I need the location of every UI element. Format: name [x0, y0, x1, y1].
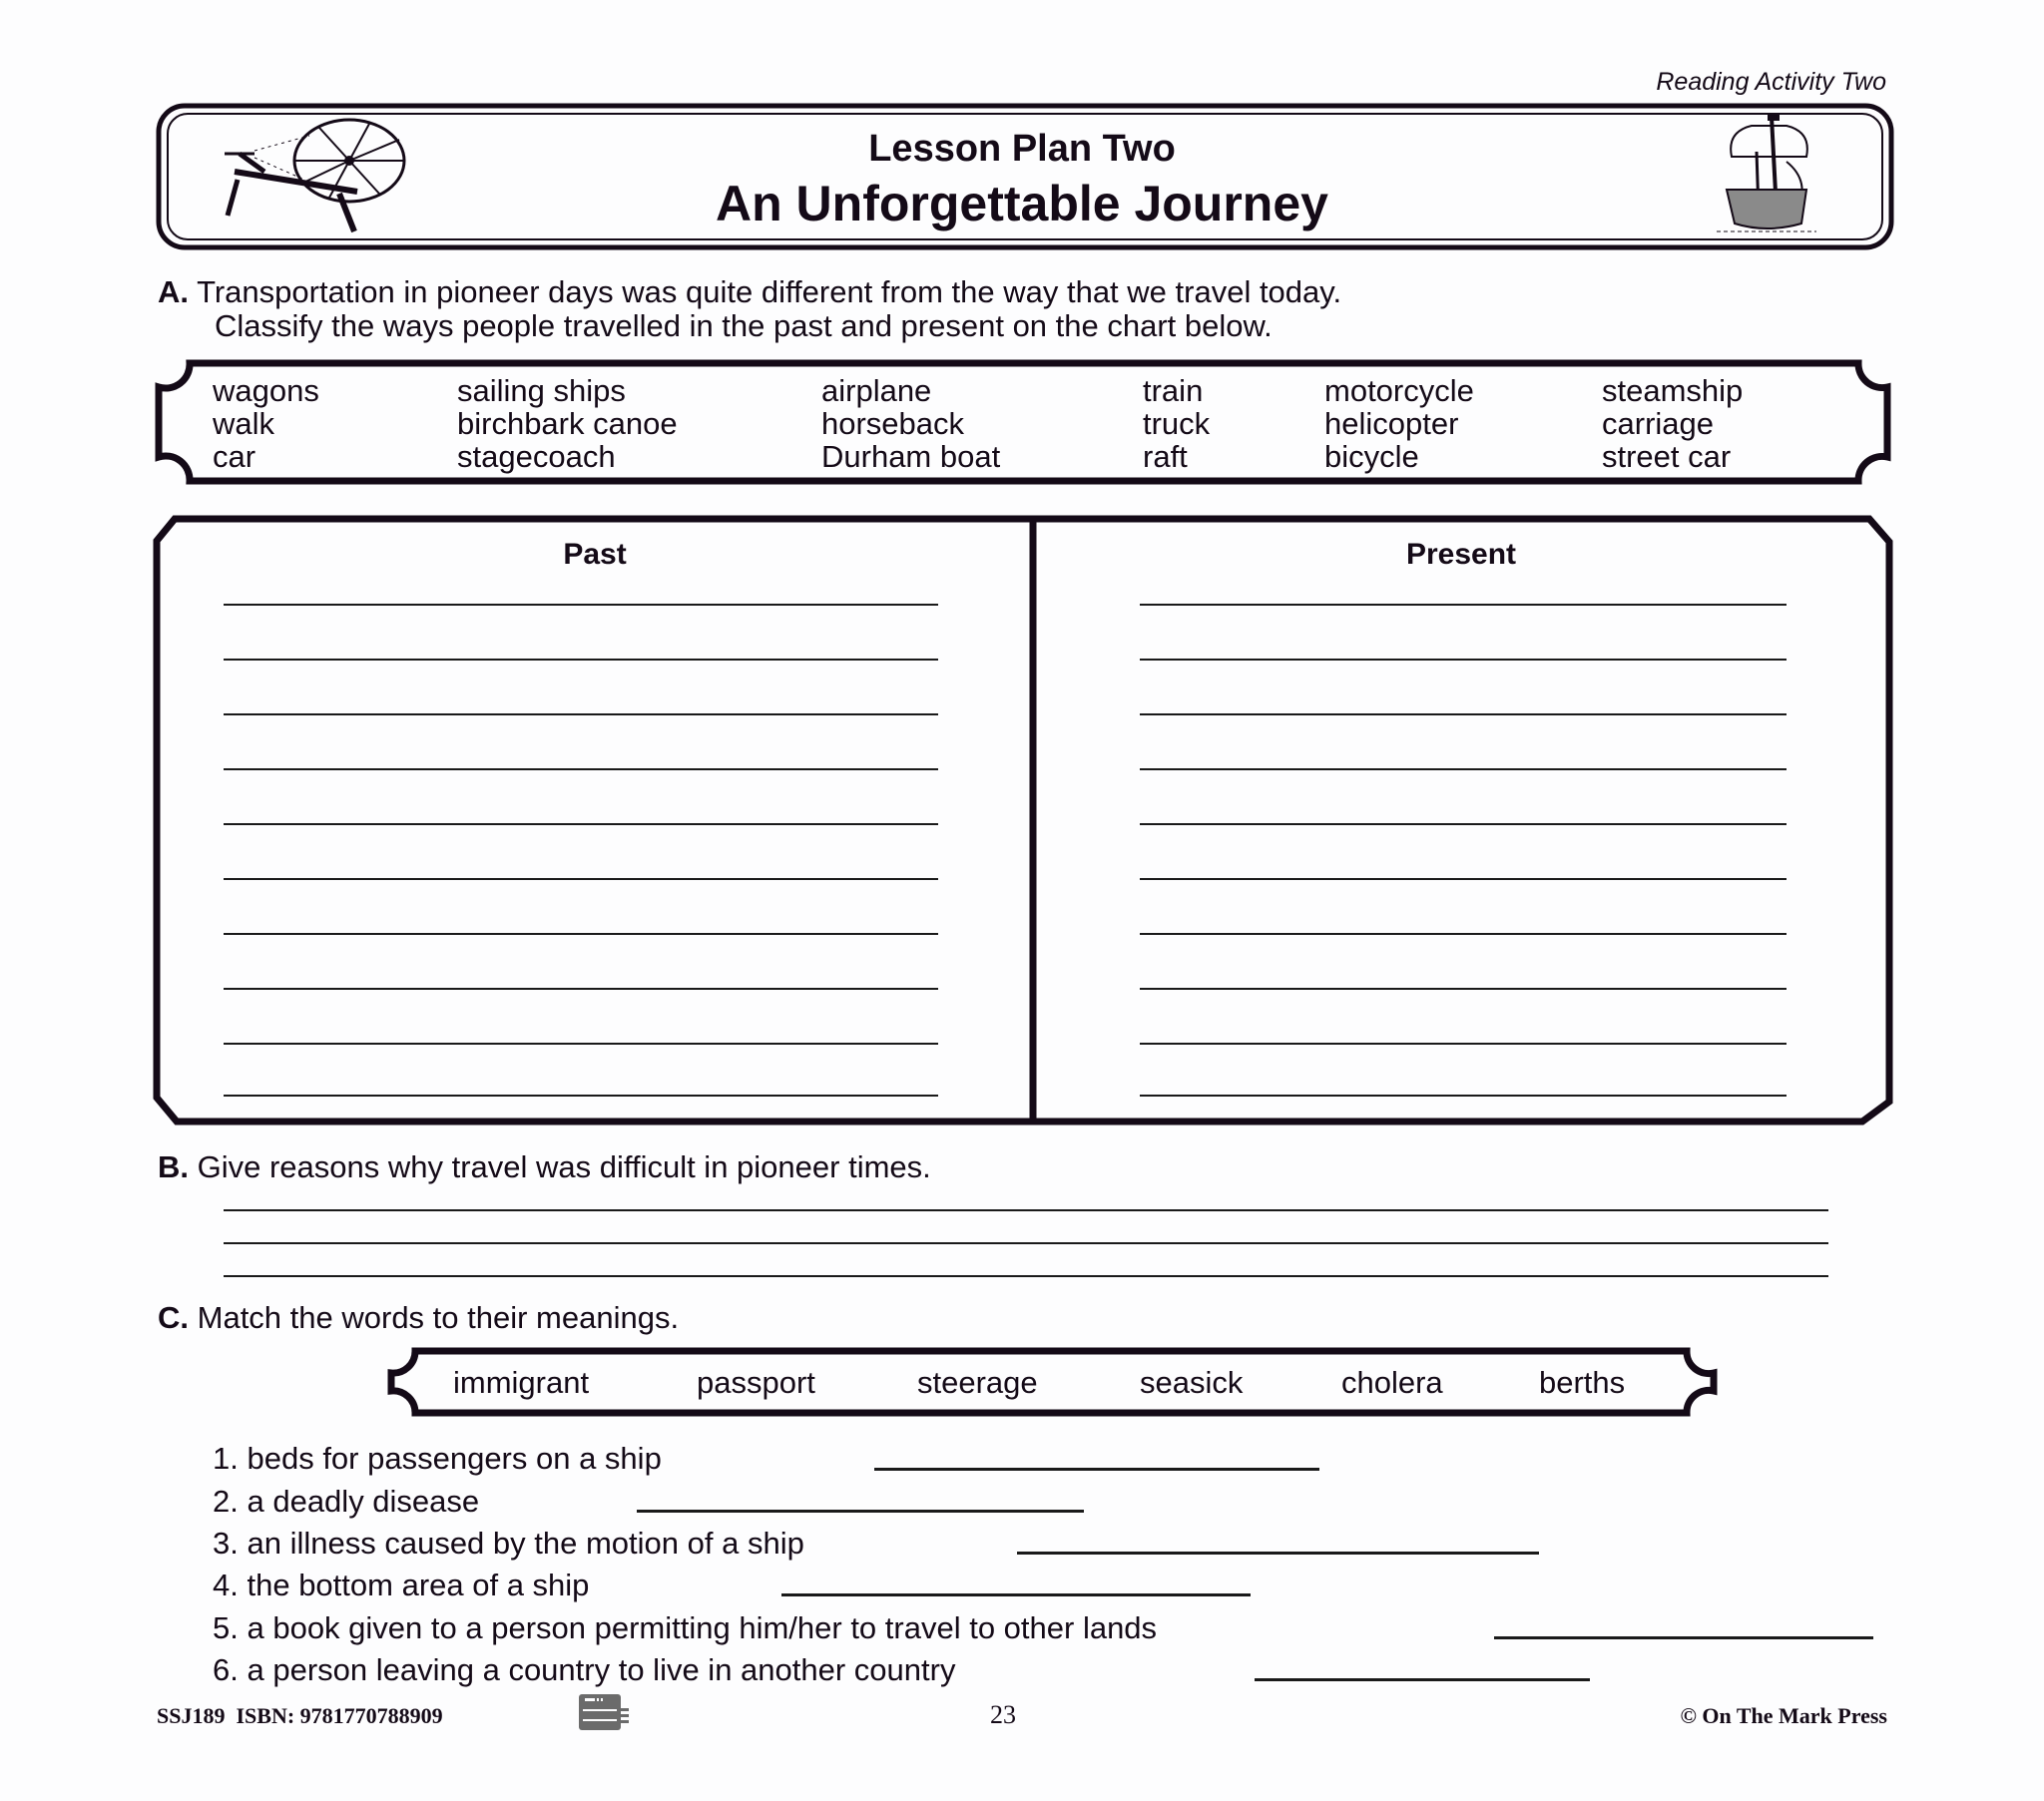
matching-answer-line[interactable] [781, 1593, 1251, 1596]
matching-answer-line[interactable] [1494, 1636, 1873, 1639]
item-definition: beds for passengers on a ship [247, 1441, 662, 1476]
item-number: 4. [213, 1568, 239, 1602]
item-number: 3. [213, 1526, 239, 1561]
item-number: 2. [213, 1484, 239, 1519]
photocopier-icon [577, 1692, 639, 1732]
item-definition: a book given to a person permitting him/her to travel to other lands [247, 1610, 1158, 1645]
word-bank-item: birchbark canoe [457, 406, 678, 441]
word-bank-item: carriage [1602, 406, 1714, 441]
word-bank-item: airplane [821, 373, 932, 408]
page-number: 23 [990, 1700, 1016, 1729]
copyright: © On The Mark Press [1680, 1703, 1887, 1728]
word-bank-item: street car [1602, 439, 1732, 474]
vocabulary-word: seasick [1140, 1365, 1244, 1400]
matching-answer-line[interactable] [874, 1468, 1319, 1471]
lesson-label: Lesson Plan Two [868, 128, 1176, 170]
matching-item [213, 1486, 479, 1517]
footer-code [157, 1703, 443, 1729]
matching-item [213, 1528, 804, 1559]
word-bank-item: truck [1143, 406, 1211, 441]
item-number: 5. [213, 1610, 239, 1645]
section-letter-b: B. [158, 1149, 189, 1184]
word-bank-item: car [213, 439, 256, 474]
matching-answer-line[interactable] [637, 1510, 1084, 1513]
item-definition: an illness caused by the motion of a ship [247, 1526, 804, 1561]
matching-item [213, 1654, 955, 1685]
section-letter-a: A. [158, 274, 189, 309]
matching-item [213, 1612, 1157, 1643]
item-number: 6. [213, 1652, 239, 1687]
vocabulary-word: cholera [1341, 1365, 1443, 1400]
word-bank-item: Durham boat [821, 439, 1001, 474]
word-bank-item: train [1143, 373, 1204, 408]
section-a-instruction-1: Transportation in pioneer days was quite different from the way that we travel today. [197, 274, 1342, 309]
past-column-header: Past [563, 538, 627, 571]
word-bank-item: helicopter [1324, 406, 1459, 441]
matching-answer-line[interactable] [1255, 1678, 1590, 1681]
item-number: 1. [213, 1441, 239, 1476]
page-title: An Unforgettable Journey [716, 176, 1328, 231]
vocabulary-word: steerage [917, 1365, 1038, 1400]
section-c-instruction: Match the words to their meanings. [197, 1300, 680, 1335]
section-b-instruction: Give reasons why travel was difficult in pioneer times. [197, 1149, 931, 1184]
item-definition: a deadly disease [247, 1484, 480, 1519]
vocabulary-word: immigrant [453, 1365, 590, 1400]
word-bank-item: horseback [821, 406, 965, 441]
word-bank-item: bicycle [1324, 439, 1419, 474]
matching-item [213, 1443, 662, 1474]
word-bank-item: walk [213, 406, 275, 441]
word-bank-item: motorcycle [1324, 373, 1474, 408]
item-definition: the bottom area of a ship [247, 1568, 590, 1602]
word-bank-item: wagons [213, 373, 319, 408]
section-letter-c: C. [158, 1300, 189, 1335]
vocabulary-word: passport [697, 1365, 815, 1400]
word-bank-item: sailing ships [457, 373, 626, 408]
matching-item [213, 1570, 589, 1600]
word-bank-item: steamship [1602, 373, 1744, 408]
activity-label: Reading Activity Two [1656, 68, 1886, 96]
present-column-header: Present [1405, 538, 1517, 571]
word-bank-item: stagecoach [457, 439, 616, 474]
product-code: SSJ189 [157, 1703, 226, 1728]
item-definition: a person leaving a country to live in another country [247, 1652, 956, 1687]
section-a-line2: Classify the ways people travelled in the past and present on the chart below. [215, 308, 1273, 343]
word-bank-item: raft [1143, 439, 1188, 474]
vocabulary-word: berths [1539, 1365, 1626, 1400]
matching-answer-line[interactable] [1017, 1552, 1539, 1555]
isbn: ISBN: 9781770788909 [236, 1703, 443, 1728]
